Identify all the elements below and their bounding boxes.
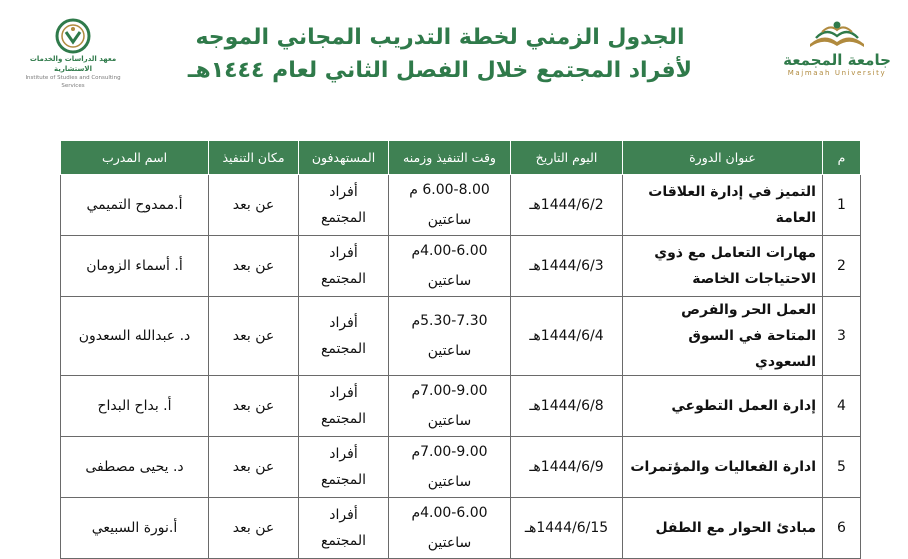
time-duration: ساعتين — [427, 273, 472, 289]
logo-left-arabic-name: معهد الدراسات والخدمات الاستشارية — [29, 55, 117, 73]
cell-course: ادارة الفعاليات والمؤتمرات — [623, 437, 823, 498]
logo-right-english-name: Majmaah University — [787, 69, 887, 77]
cell-course: إدارة العمل التطوعي — [623, 376, 823, 437]
cell-time — [389, 297, 511, 376]
cell-target: أفراد المجتمع — [299, 437, 389, 498]
time-duration: ساعتين — [427, 413, 472, 429]
cell-number: 5 — [823, 437, 861, 498]
time-duration: ساعتين — [427, 474, 472, 490]
cell-time — [389, 437, 511, 498]
time-range: 7.00-9.00م — [411, 383, 488, 399]
institute-logo — [14, 18, 132, 88]
cell-place: عن بعد — [209, 175, 299, 236]
schedule-table — [60, 140, 861, 559]
cell-date: 1444/6/4هـ — [511, 297, 623, 376]
cell-date: 1444/6/8هـ — [511, 376, 623, 437]
table-row — [61, 376, 861, 437]
cell-time — [389, 175, 511, 236]
cell-target: أفراد المجتمع — [299, 376, 389, 437]
cell-target: أفراد المجتمع — [299, 297, 389, 376]
majmaah-university-logo — [782, 18, 892, 88]
cell-date: 1444/6/2هـ — [511, 175, 623, 236]
cell-trainer: أ. بداح البداح — [61, 376, 209, 437]
cell-time — [389, 376, 511, 437]
cell-date: 1444/6/3هـ — [511, 236, 623, 297]
cell-trainer: د. عبدالله السعدون — [61, 297, 209, 376]
cell-date: 1444/6/15هـ — [511, 498, 623, 559]
time-range: 6.00-8.00 م — [409, 182, 490, 198]
table-row — [61, 297, 861, 376]
time-range: 4.00-6.00م — [411, 505, 488, 521]
header-target: المستهدفون — [299, 141, 389, 175]
cell-place: عن بعد — [209, 236, 299, 297]
time-range: 5.30-7.30م — [411, 313, 488, 329]
cell-target: أفراد المجتمع — [299, 236, 389, 297]
time-range: 7.00-9.00م — [411, 444, 488, 460]
cell-time — [389, 236, 511, 297]
cell-target: أفراد المجتمع — [299, 498, 389, 559]
header-time-duration: وقت التنفيذ وزمنه — [389, 141, 511, 175]
cell-course: التميز في إدارة العلاقات العامة — [623, 175, 823, 236]
page-header — [0, 0, 908, 110]
title-line-2: لأفراد المجتمع خلال الفصل الثاني لعام ١٤٤٤هـ — [187, 58, 693, 83]
header-place: مكان التنفيذ — [209, 141, 299, 175]
cell-trainer: أ.نورة السبيعي — [61, 498, 209, 559]
header-trainer: اسم المدرب — [61, 141, 209, 175]
time-range: 4.00-6.00م — [411, 243, 488, 259]
cell-course: مهارات التعامل مع ذوي الاحتياجات الخاصة — [623, 236, 823, 297]
table-row — [61, 236, 861, 297]
title-line-1: الجدول الزمني لخطة التدريب المجاني الموجه — [195, 25, 685, 50]
logo-left-english-name: Institute of Studies and Consulting Services — [25, 75, 121, 89]
cell-course: العمل الحر والفرص المتاحة في السوق السعودي — [623, 297, 823, 376]
institute-emblem-icon — [53, 18, 93, 54]
table-row — [61, 175, 861, 236]
table-row — [61, 498, 861, 559]
cell-number: 4 — [823, 376, 861, 437]
cell-place: عن بعد — [209, 297, 299, 376]
cell-number: 2 — [823, 236, 861, 297]
header-day-date: اليوم التاريخ — [511, 141, 623, 175]
time-duration: ساعتين — [427, 343, 472, 359]
table-header-row — [61, 141, 861, 175]
logo-right-arabic-name: جامعة المجمعة — [783, 51, 891, 69]
cell-trainer: د. يحيى مصطفى — [61, 437, 209, 498]
cell-time — [389, 498, 511, 559]
cell-place: عن بعد — [209, 437, 299, 498]
cell-number: 3 — [823, 297, 861, 376]
book-emblem-icon — [802, 18, 872, 52]
cell-trainer: أ.ممدوح التميمي — [61, 175, 209, 236]
cell-course: مبادئ الحوار مع الطفل — [623, 498, 823, 559]
cell-trainer: أ. أسماء الزومان — [61, 236, 209, 297]
time-duration: ساعتين — [427, 535, 472, 551]
cell-target: أفراد المجتمع — [299, 175, 389, 236]
table-row — [61, 437, 861, 498]
cell-number: 1 — [823, 175, 861, 236]
cell-date: 1444/6/9هـ — [511, 437, 623, 498]
cell-place: عن بعد — [209, 376, 299, 437]
header-course-title: عنوان الدورة — [623, 141, 823, 175]
header-number: م — [823, 141, 861, 175]
cell-number: 6 — [823, 498, 861, 559]
cell-place: عن بعد — [209, 498, 299, 559]
page-title — [180, 22, 700, 88]
time-duration: ساعتين — [427, 212, 472, 228]
